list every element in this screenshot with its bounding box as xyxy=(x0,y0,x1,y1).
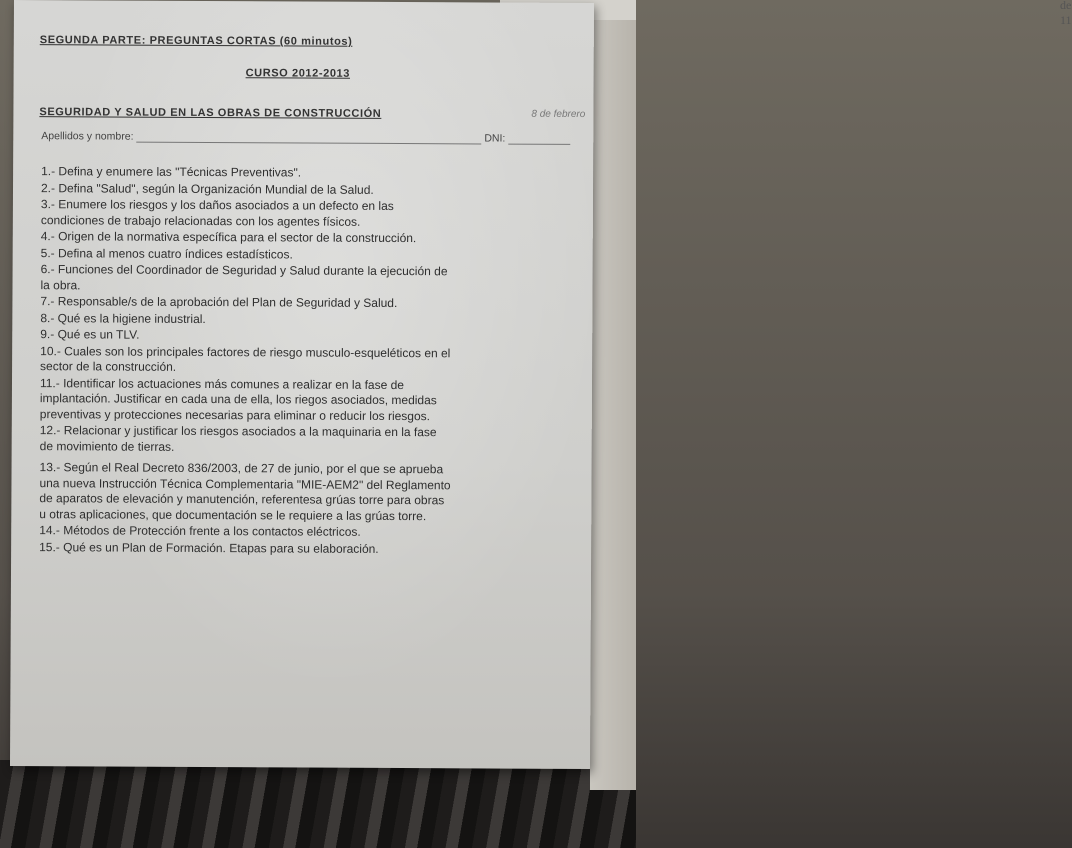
question-item: 11.- Identificar los actuaciones más comunes a realizar en la fase de implantación. Justificar en cada una de ella, los riegos asociados, medidas preventivas y protecciones necesarias para eliminar o reducir los riesgos. xyxy=(39,375,437,423)
question-item: 5.- Defina al menos cuatro índices estadísticos. xyxy=(40,245,293,261)
section-heading: SEGUNDA PARTE: PREGUNTAS CORTAS (60 minutos) xyxy=(39,34,353,48)
course-heading: CURSO 2012-2013 xyxy=(245,67,351,80)
question-item: 12.- Relacionar y justificar los riesgos asociados a la maquinaria en la fase de movimiento de tierras. xyxy=(39,423,437,454)
question-item: 15.- Qué es un Plan de Formación. Etapas para su elaboración. xyxy=(39,539,379,556)
name-label: Apellidos y nombre: xyxy=(41,130,134,143)
question-item: 7.- Responsable/s de la aprobación del Plan de Seguridad y Salud. xyxy=(40,294,398,311)
question-item: 9.- Qué es un TLV. xyxy=(40,327,140,342)
question-item: 14.- Métodos de Protección frente a los contactos eléctricos. xyxy=(39,523,361,539)
question-item: 4.- Origen de la normativa específica para el sector de la construcción. xyxy=(40,229,417,246)
question-list xyxy=(39,164,599,559)
question-item: 13.- Según el Real Decreto 836/2003, de 27 de junio, por el que se aprueba una nueva Instrucción Técnica Complementaria "MIE-AEM2" del Reglamento de aparatos de elevación y manutención, referentesa grúas torre para obras u otras aplicaciones, que documentación se le requiere a las grúas torre. xyxy=(39,460,451,523)
question-item: 8.- Qué es la higiene industrial. xyxy=(40,310,206,326)
dni-blank-line xyxy=(508,134,570,145)
exam-date: 8 de febrero xyxy=(531,108,586,120)
exam-sheet xyxy=(10,0,594,769)
question-item: 10.- Cuales son los principales factores de riesgo musculo-esqueléticos en el sector de la construcción. xyxy=(40,343,451,374)
floor-background xyxy=(0,760,636,848)
dni-label: DNI: xyxy=(484,132,506,145)
corner-page-text: de 11 xyxy=(1060,0,1072,27)
subject-heading: SEGURIDAD Y SALUD EN LAS OBRAS DE CONSTRUCCIÓN xyxy=(39,106,382,120)
question-item: 2.- Defina "Salud", según la Organización Mundial de la Salud. xyxy=(40,180,374,197)
question-item: 6.- Funciones del Coordinador de Seguridad y Salud durante la ejecución de la obra. xyxy=(40,262,448,292)
name-blank-line xyxy=(136,132,481,145)
student-fields xyxy=(41,130,601,145)
question-item: 3.- Enumere los riesgos y los daños asociados a un defecto en las condiciones de trabajo relacionadas con los agentes físicos. xyxy=(40,197,394,229)
question-item: 1.- Defina y enumere las "Técnicas Preventivas". xyxy=(41,164,302,180)
